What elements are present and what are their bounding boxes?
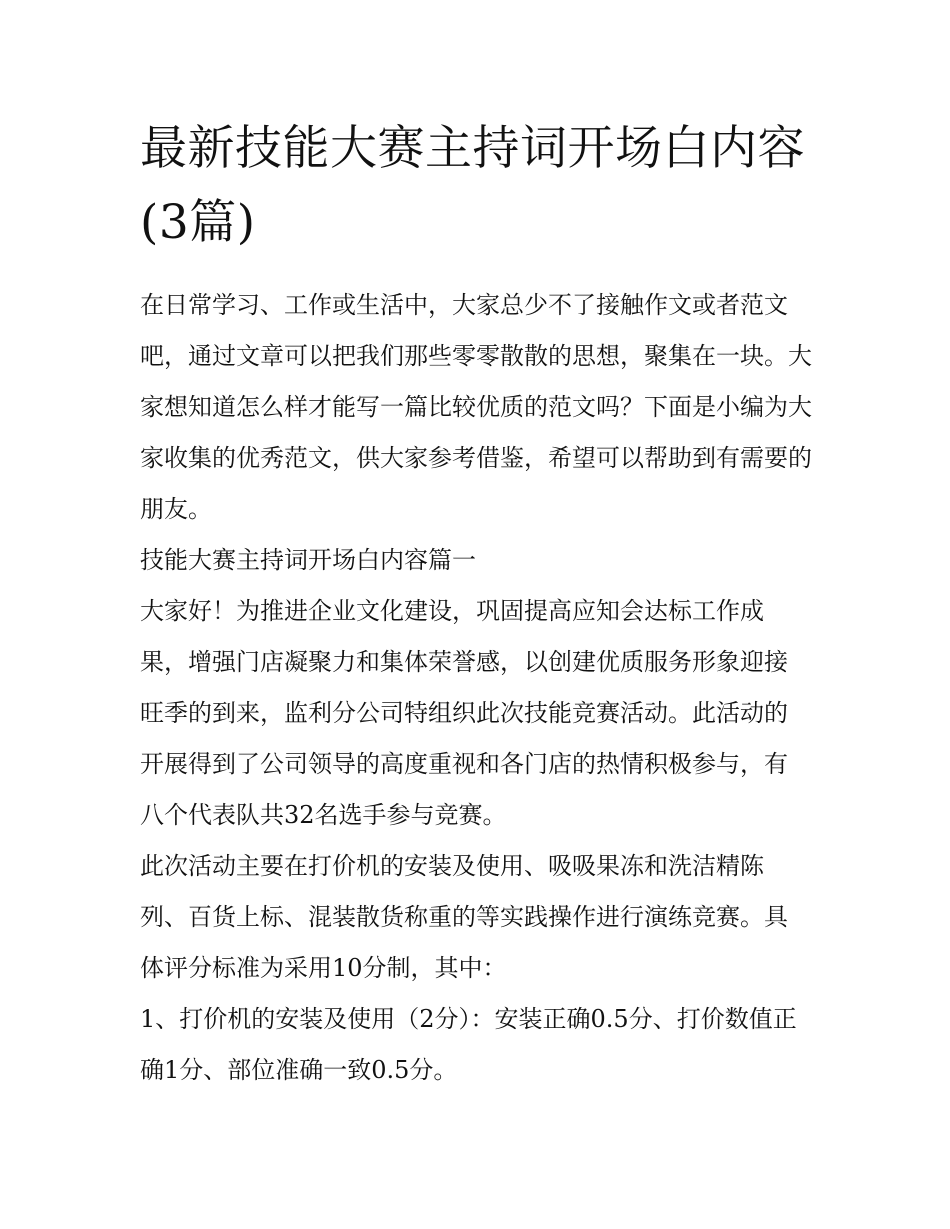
document-title: 最新技能大赛主持词开场白内容(3篇) bbox=[140, 121, 805, 250]
document-body bbox=[140, 112, 815, 1096]
body-paragraph-activity: 此次活动主要在打价机的安装及使用、吸吸果冻和洗洁精陈列、百货上标、混装散货称重的等实践操作进行演练竞赛。具体评分标准为采用10分制，其中： bbox=[140, 852, 788, 982]
intro-paragraph: 在日常学习、工作或生活中，大家总少不了接触作文或者范文吧，通过文章可以把我们那些零零散散的思想，聚集在一块。大家想知道怎么样才能写一篇比较优质的范文吗？下面是小编为大家收集的优秀范文，供大家参考借鉴，希望可以帮助到有需要的朋友。 bbox=[140, 291, 812, 523]
scoring-item-1: 1、打价机的安装及使用（2分）：安装正确0.5分、打价数值正确1分、部位准确一致0.5分。 bbox=[140, 1005, 797, 1084]
body-paragraph-greeting: 大家好！为推进企业文化建设，巩固提高应知会达标工作成果，增强门店凝聚力和集体荣誉感，以创建优质服务形象迎接旺季的到来，监利分公司特组织此次技能竞赛活动。此活动的开展得到了公司领导的高度重视和各门店的热情积极参与，有八个代表队共32名选手参与竞赛。 bbox=[140, 597, 788, 829]
section-heading: 技能大赛主持词开场白内容篇一 bbox=[140, 546, 476, 574]
